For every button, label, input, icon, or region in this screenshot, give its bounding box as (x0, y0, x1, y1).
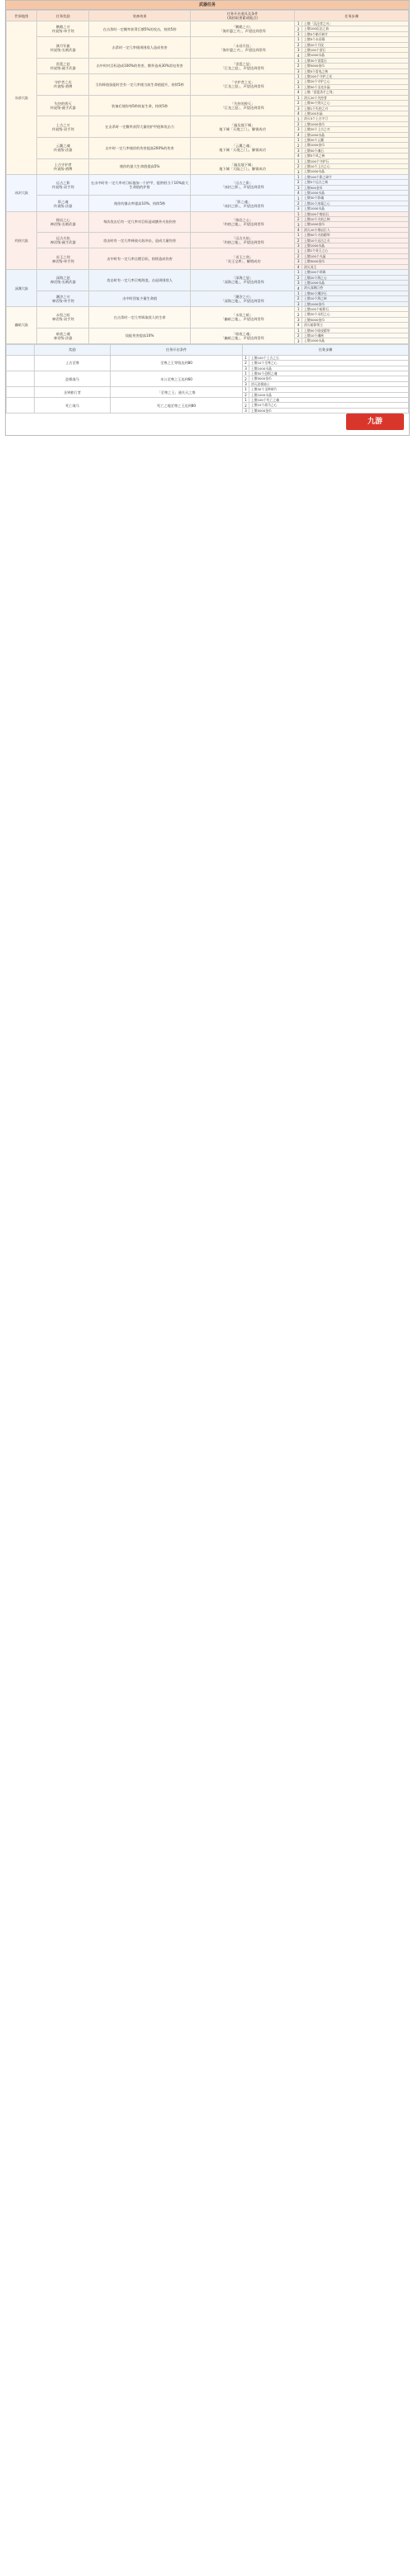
step-number: 1 (295, 248, 302, 253)
step-number: 1 (243, 355, 249, 360)
step-cell: 消灭20个失控者 (302, 95, 409, 100)
step-cell: 上缴1000水晶 (302, 280, 409, 285)
step-cell: 消灭10个熔岩巨人 (302, 227, 409, 232)
cond-cell: 「守护者之光」 「巨龙之怒」，声望达到崇拜 (190, 74, 295, 96)
step-cell: 上缴10个海之核 (302, 296, 409, 301)
rewards-cell: 击中时有一定几率点燃目标，持续造成伤害 (89, 248, 190, 270)
world-cell: 东部大陆 (7, 21, 37, 175)
cond-cell: 「远古火焰」 「灼热之地」，声望达到崇拜 (190, 233, 295, 248)
step-cell: 消灭深海巨兽 (302, 286, 409, 291)
step-cell: 上缴5个远古之核 (302, 180, 409, 185)
step-cell: 上缴100个珍珠 (302, 270, 409, 275)
step-cell: 上缴5000金币 (249, 376, 409, 381)
step-cell: 上缴1000金币 (302, 222, 409, 227)
step-number: 1 (295, 211, 302, 216)
step-number: 2 (295, 64, 302, 69)
step-cell: 上缴10个远古之火 (302, 238, 409, 243)
step-number: 2 (295, 163, 302, 168)
world-cell: 冰封大陆 (7, 174, 37, 211)
step-number: 1 (295, 37, 302, 42)
rewards-cell: 装备后使你每5秒恢复生命，持续5秒 (89, 95, 190, 116)
step-number: 2 (295, 296, 302, 301)
step-cell: 上缴1000水晶 (302, 53, 409, 58)
step-cell: 上缴20个云翼 (302, 137, 409, 142)
step-cell: 上缴1000水晶 (249, 366, 409, 371)
step-number: 4 (295, 227, 302, 232)
step-cell: 上缴5个永昼幕 (302, 37, 409, 42)
step-cell: 上缴30个圣钟碎片 (249, 387, 409, 392)
task-cell: 深海之怒 神话级-长柄武器 (37, 270, 89, 291)
header-task: 任务奖励 (37, 11, 89, 21)
step-number: 1 (295, 21, 302, 26)
cond-cell: 「远古之影」 「冰封之影」，声望达到崇拜 (190, 174, 295, 196)
step-number: 3 (243, 408, 249, 413)
cond-cell: 「深海之怒」 「深海之地」，声望达到崇拜 (190, 270, 295, 291)
step-cell: 上缴30个毁灭之心 (302, 101, 409, 106)
rewards-cell: 攻击时有一定几率召唤海浪，击退周围敌人 (89, 270, 190, 291)
step-cell: 上缴1个炎王之心 (302, 248, 409, 253)
step-cell: 上缴1000金币 (302, 143, 409, 148)
step-number: 2 (295, 101, 302, 106)
step-number: 4 (295, 264, 302, 269)
cond-cell: 「至尊之王」通关天之塔 (111, 387, 243, 398)
step-cell: 上缴100个影之碎片 (302, 174, 409, 179)
cond-cell: 「遍及地下城」 地下城「大陆之门」，解锁成功 (190, 158, 295, 174)
task-cell: 远古之影 传说级-双手剑 (37, 174, 89, 196)
header-steps: 任务步骤 (243, 344, 409, 355)
header-reward: 奖励 (35, 344, 111, 355)
task-cell: 远古火焰 神话级-副手武器 (37, 233, 89, 248)
task-cell: 暗夜之魂 神话级-法器 (37, 328, 89, 343)
step-cell: 上缴10个至尊之心 (249, 361, 409, 366)
cond-cell: 死亡之地至尊之王达到80 (111, 398, 243, 414)
step-cell: 上缴20个冰霜之心 (302, 201, 409, 206)
step-number: 2 (295, 79, 302, 84)
step-cell: 上缴50个潮汐石 (302, 291, 409, 295)
cond-cell: 「云翼之魂」 地下城「天境之门」，解锁成功 (190, 137, 295, 158)
step-number: 2 (243, 376, 249, 381)
step-cell: 上缴30个雷霆石 (302, 58, 409, 63)
cond-cell: 「影之魂」 「冰封之影」，声望达到崇拜 (190, 196, 295, 211)
cond-cell: 「遍及地下城」 地下城「天境之门」，解锁成功 (190, 116, 295, 138)
step-cell: 上缴50个魂石 (302, 148, 409, 153)
task-cell: 上古守护者 传说级-盾牌 (37, 158, 89, 174)
step-cell: 上缴10个火焰之核 (302, 217, 409, 222)
table-header-row (7, 11, 409, 21)
step-cell: 上缴1000水晶 (302, 132, 409, 137)
step-number: 1 (295, 196, 302, 201)
step-cell: 上缴100沉沦之血 (302, 26, 409, 31)
step-cell: 消灭炎王 (302, 264, 409, 269)
world-cell: 灼热大陆 (7, 211, 37, 269)
blank-cell (7, 355, 35, 371)
rewards-cell: 技能伤害提高10% (89, 328, 190, 343)
step-cell: 上缴1000金币 (302, 121, 409, 126)
rewards-cell: 在击杀时一定概率获得大量的护甲值和攻击力 (89, 116, 190, 138)
rewards-cell: 使你的暴击率提高10%，持续5秒 (89, 196, 190, 211)
cond-cell: 「永昼月纹」 「海岸惠之刃」，声望达到崇拜 (190, 37, 295, 59)
step-cell: 上缴1000水晶 (302, 191, 409, 196)
step-number: 3 (295, 259, 302, 264)
step-number: 3 (295, 84, 302, 89)
step-number: 3 (295, 185, 302, 190)
step-number: 4 (295, 191, 302, 196)
step-number: 1 (243, 371, 249, 376)
task-cell: 满月军旗 传说级-长柄武器 (37, 37, 89, 59)
step-cell: 上缴20个上古之刃 (302, 127, 409, 132)
cond-cell: 「失控的毁灭」 「巨龙之怒」，声望达到崇拜 (190, 95, 295, 116)
step-number: 3 (295, 206, 302, 211)
rewards-cell: 在击杀时一定概率获得巨额5%的攻击，持续5秒 (89, 21, 190, 37)
step-cell: 上缴50个暗夜精华 (302, 328, 409, 333)
step-cell: 上缴1个失控之刃 (302, 106, 409, 111)
task-cell: 上古之刃 传说级-双手剑 (37, 116, 89, 138)
step-cell: 上缴100个死亡之魂 (249, 398, 409, 403)
step-number: 1 (295, 306, 302, 311)
step-number: 2 (295, 180, 302, 185)
step-cell: 上缴100个上古之石 (249, 355, 409, 360)
step-number: 1 (295, 174, 302, 179)
weapon-task-body (7, 21, 409, 344)
step-number: 1 (295, 137, 302, 142)
step-cell: 消灭5个上古守卫 (302, 116, 409, 121)
step-number: 1 (295, 58, 302, 63)
cond-cell: 木公至尊之王达到60 (111, 371, 243, 387)
step-cell: 上缴100个守护之光 (302, 74, 409, 79)
step-cell: 上缴100个暗影石 (302, 306, 409, 311)
step-cell: 上缴1000水晶 (249, 392, 409, 397)
step-number: 2 (295, 238, 302, 243)
task-cell: 守护者之光 传说级-盾牌 (37, 74, 89, 96)
step-number: 3 (295, 301, 302, 306)
mount-task-table (6, 344, 409, 414)
step-number: 2 (295, 42, 302, 47)
reward-cell: 死亡战马 (35, 398, 111, 414)
blank-cell (7, 398, 35, 414)
step-number: 1 (295, 233, 302, 238)
step-cell: 上缴50个恐惧之魂 (249, 371, 409, 376)
footer (6, 414, 409, 435)
step-number: 3 (295, 31, 302, 36)
header-steps: 任务步骤 (295, 11, 409, 21)
step-cell: 上缴1000水晶 (302, 338, 409, 343)
world-cell: 幽暗大陆 (7, 306, 37, 343)
step-number: 3 (295, 48, 302, 53)
step-cell: 上缴20个海之心 (302, 275, 409, 280)
cond-cell: 「雷霆之怒」 「巨龙之怒」，声望达到崇拜 (190, 58, 295, 73)
step-cell: 上缴50个火焰精华 (302, 233, 409, 238)
step-number: 3 (295, 106, 302, 111)
step-cell: 上缴1000水晶 (302, 206, 409, 211)
step-number: 1 (295, 158, 302, 163)
step-number: 1 (295, 291, 302, 295)
blank-cell (7, 387, 35, 398)
rewards-cell: 使你的最大生命值提高5% (89, 158, 190, 174)
step-number: 1 (295, 270, 302, 275)
cond-cell: 「熔岩之心」 「灼热之地」，声望达到崇拜 (190, 211, 295, 233)
step-number: 1 (295, 95, 302, 100)
step-cell: 上缴20个守护之心 (302, 79, 409, 84)
step-number: 3 (295, 243, 302, 248)
step-cell: 上缴20个月纹 (302, 42, 409, 47)
step-cell: 上缴100个守护石 (302, 158, 409, 163)
weapon-task-table (6, 10, 409, 344)
step-cell: 上缴「雷霆杀手之剑」 (302, 90, 409, 95)
task-cell: 永恒之暗 神话级-双手剑 (37, 306, 89, 328)
step-number: 2 (243, 403, 249, 408)
cond-cell: 「鹦鹉之刃」 「海岸惠之刃」，声望达到崇拜 (190, 21, 295, 37)
step-cell: 消灭暗影领主 (302, 323, 409, 328)
task-cell: 雷霆之怒 传说级-副手武器 (37, 58, 89, 73)
step-cell: 上缴100个熔岩石 (302, 211, 409, 216)
step-cell: 上缴100个火晶 (302, 253, 409, 258)
step-number: 2 (295, 121, 302, 126)
rewards-cell: 击杀时一定几率使周围敌人造成伤害 (89, 37, 190, 59)
rewards-cell: 击中时一定几率使你的伤害提高200%的伤害 (89, 137, 190, 158)
task-cell: 鹦鹉之刃 传说级-单手剑 (37, 21, 89, 37)
rewards-cell: 在击中时有一定几率对目标施加一个护甲，提供相当于10%最大生命值的护盾 (89, 174, 190, 196)
sheet-title: 武器任务 (6, 1, 409, 10)
step-cell: 上缴5000金币 (302, 317, 409, 322)
task-cell: 影之魂 传说级-法器 (37, 196, 89, 211)
step-cell: 上缴1000金币 (302, 301, 409, 306)
cond-cell: 至尊之王等级达到80 (111, 355, 243, 371)
step-number: 2 (295, 26, 302, 31)
step-number: 1 (295, 328, 302, 333)
rewards-cell: 在击杀时一定几率吸取敌人的生命 (89, 306, 190, 328)
reward-cell: 上古至尊 (35, 355, 111, 371)
step-number: 1 (295, 74, 302, 79)
step-number: 2 (295, 312, 302, 317)
step-number: 1 (243, 387, 249, 392)
step-cell: 上缴100个萤石 (302, 48, 409, 53)
task-cell: 炎王之剑 神话级-单手剑 (37, 248, 89, 270)
step-number: 3 (295, 222, 302, 227)
rewards-cell: 攻击时有一定几率释放火焰冲击，造成大量伤害 (89, 233, 190, 248)
step-cell: 上缴5个雷电之核 (302, 69, 409, 73)
step-number: 3 (243, 381, 249, 386)
step-cell: 上缴30个影魂 (302, 196, 409, 201)
step-number: 2 (295, 143, 302, 148)
rewards-cell: 击中时回复少量生命值 (89, 291, 190, 306)
step-cell: 上缴100水晶 (302, 111, 409, 116)
step-cell: 上缴1000水晶 (302, 243, 409, 248)
step-cell: 上缴5个风之核 (302, 154, 409, 158)
world-cell: 深渊大陆 (7, 270, 37, 307)
header-world: 世界地图 (7, 11, 37, 21)
step-number: 3 (295, 280, 302, 285)
step-number: 4 (295, 132, 302, 137)
step-number: 4 (295, 323, 302, 328)
cond-cell: 「炎王之剑」 「炎王宝库」，解锁成功 (190, 248, 295, 270)
step-number: 2 (295, 253, 302, 258)
step-number: 1 (243, 398, 249, 403)
table-header-row (7, 344, 409, 355)
task-cell: 失控的毁灭 传说级-副手武器 (37, 95, 89, 116)
task-cell: 潮汐之刃 神话级-单手剑 (37, 291, 89, 306)
header-rewards: 装备效果 (89, 11, 190, 21)
step-cell: 上缴10个魂核 (302, 333, 409, 338)
step-number: 4 (295, 154, 302, 158)
mount-task-body (7, 355, 409, 413)
step-number: 4 (295, 111, 302, 116)
task-cell: 云翼之魂 传说级-法器 (37, 137, 89, 158)
step-number: 3 (295, 169, 302, 174)
cond-cell: 「永恒之暗」 「幽暗之地」，声望达到崇拜 (190, 306, 295, 328)
header-cond: 任务开启条件 (111, 344, 243, 355)
header-cond: 任务开启道具及条件 (需拾取要素或地点) (190, 11, 295, 21)
step-number: 4 (295, 53, 302, 58)
reward-cell: 恐惧战马 (35, 371, 111, 387)
rewards-cell: 击中时对目标造成100%的伤害，额外造成30%雷电伤害 (89, 58, 190, 73)
step-number: 4 (295, 90, 302, 95)
step-number: 2 (295, 217, 302, 222)
cond-cell: 「潮汐之刃」 「深海之地」，声望达到崇拜 (190, 291, 295, 306)
step-number: 3 (295, 127, 302, 132)
step-number: 2 (295, 333, 302, 338)
step-number: 1 (295, 116, 302, 121)
step-cell: 上缴20个永恒之心 (302, 312, 409, 317)
step-cell: 上缴10个上古之心 (302, 163, 409, 168)
blank-cell (7, 371, 35, 387)
step-number: 3 (295, 317, 302, 322)
cond-cell: 「暗夜之魂」 「幽暗之地」，声望达到崇拜 (190, 328, 295, 343)
step-cell: 上缴1000水晶 (302, 169, 409, 174)
step-number: 2 (295, 275, 302, 280)
step-number: 3 (243, 366, 249, 371)
step-cell: 上缴5000金币 (302, 259, 409, 264)
task-sheet (5, 0, 410, 436)
reward-cell: 圣钟旅行者 (35, 387, 111, 398)
step-cell: 消灭恐惧骑士 (249, 381, 409, 386)
step-number: 3 (295, 148, 302, 153)
step-number: 3 (295, 338, 302, 343)
step-cell: 上缴5000金币 (249, 408, 409, 413)
step-number: 2 (295, 201, 302, 206)
rewards-cell: 当你释放技能时会有一定几率使当前生命值提升，持续5秒 (89, 74, 190, 96)
task-cell: 熔岩之心 神话级-长柄武器 (37, 211, 89, 233)
step-cell: 上缴500金币 (302, 185, 409, 190)
step-cell: 上缴「沉沦者之刃」 (302, 21, 409, 26)
step-cell: 上缴5000金币 (302, 64, 409, 69)
step-cell: 上缴50个圣光水晶 (302, 84, 409, 89)
step-cell: 上缴5个皓月碎片 (302, 31, 409, 36)
step-number: 3 (295, 69, 302, 73)
step-number: 2 (243, 392, 249, 397)
step-number: 2 (243, 361, 249, 366)
step-cell: 上缴10个战马之心 (249, 403, 409, 408)
rewards-cell: 每次攻击后有一定几率对目标造成额外火焰伤害 (89, 211, 190, 233)
watermark-logo: 九游 (346, 414, 404, 430)
step-number: 4 (295, 286, 302, 291)
